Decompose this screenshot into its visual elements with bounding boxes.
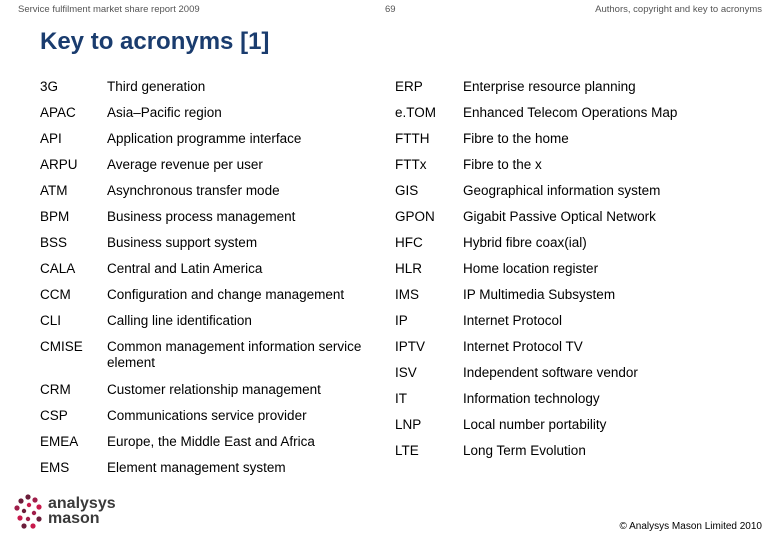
acronym-expansion: Independent software vendor — [463, 365, 638, 380]
acronym-expansion: Third generation — [107, 79, 206, 94]
acronym-abbreviation: CLI — [40, 313, 62, 328]
acronym-expansion: Internet Protocol — [463, 313, 563, 328]
acronym-expansion: Europe, the Middle East and Africa — [107, 434, 315, 449]
acronym-expansion: Fibre to the home — [463, 131, 569, 146]
acronym-abbreviation: CRM — [40, 382, 71, 397]
acronym-abbreviation: 3G — [40, 79, 59, 94]
acronym-expansion: Fibre to the x — [463, 157, 542, 172]
acronym-expansion: Long Term Evolution — [463, 443, 586, 458]
acronym-abbreviation: ATM — [40, 183, 68, 198]
acronym-abbreviation: LTE — [395, 443, 419, 458]
acronym-abbreviation: HFC — [395, 235, 423, 250]
page-title: Key to acronyms [1] — [40, 28, 270, 55]
logo-line-2: mason — [48, 510, 100, 527]
acronym-abbreviation: IPTV — [395, 339, 426, 354]
acronym-abbreviation: BSS — [40, 235, 68, 250]
acronym-expansion: Hybrid fibre coax(ial) — [463, 235, 587, 250]
acronym-expansion: Common management information service element — [107, 339, 362, 370]
page-number: 69 — [385, 4, 396, 15]
analysys-mason-logo-icon — [12, 493, 44, 533]
acronym-expansion: Asia–Pacific region — [107, 105, 222, 120]
acronym-abbreviation: FTTx — [395, 157, 427, 172]
acronym-abbreviation: IMS — [395, 287, 420, 302]
acronym-abbreviation: GPON — [395, 209, 435, 224]
acronym-abbreviation: IP — [395, 313, 408, 328]
acronym-abbreviation: EMS — [40, 460, 70, 475]
acronym-expansion: Internet Protocol TV — [463, 339, 583, 354]
acronym-expansion: Application programme interface — [107, 131, 302, 146]
acronym-expansion: Enterprise resource planning — [463, 79, 636, 94]
acronym-expansion: Configuration and change management — [107, 287, 345, 302]
acronym-expansion: Geographical information system — [463, 183, 661, 198]
acronym-abbreviation: CSP — [40, 408, 68, 423]
acronym-expansion: Asynchronous transfer mode — [107, 183, 280, 198]
acronym-expansion: Gigabit Passive Optical Network — [463, 209, 656, 224]
acronym-abbreviation: CMISE — [40, 339, 83, 354]
acronym-abbreviation: API — [40, 131, 62, 146]
acronym-abbreviation: e.TOM — [395, 105, 437, 120]
acronym-expansion: Calling line identification — [107, 313, 252, 328]
acronym-abbreviation: LNP — [395, 417, 422, 432]
acronym-abbreviation: ISV — [395, 365, 417, 380]
acronym-expansion: IP Multimedia Subsystem — [463, 287, 616, 302]
acronym-abbreviation: CCM — [40, 287, 71, 302]
acronym-expansion: Home location register — [463, 261, 599, 276]
logo-line-1: analysys — [48, 495, 116, 512]
acronym-expansion: Average revenue per user — [107, 157, 263, 172]
acronym-expansion: Business support system — [107, 235, 258, 250]
acronym-expansion: Enhanced Telecom Operations Map — [463, 105, 678, 120]
acronym-expansion: Information technology — [463, 391, 600, 406]
header-section-title: Authors, copyright and key to acronyms — [595, 4, 762, 15]
acronym-abbreviation: ARPU — [40, 157, 78, 172]
acronym-expansion: Business process management — [107, 209, 296, 224]
header-report-title: Service fulfilment market share report 2009 — [18, 4, 200, 15]
acronym-abbreviation: IT — [395, 391, 407, 406]
analysys-mason-logo-text — [48, 496, 116, 526]
acronym-expansion: Customer relationship management — [107, 382, 321, 397]
acronym-expansion: Communications service provider — [107, 408, 307, 423]
acronym-abbreviation: ERP — [395, 79, 423, 94]
acronym-abbreviation: FTTH — [395, 131, 430, 146]
acronym-abbreviation: HLR — [395, 261, 423, 276]
acronym-abbreviation: BPM — [40, 209, 70, 224]
acronym-expansion: Element management system — [107, 460, 286, 475]
acronym-abbreviation: APAC — [40, 105, 76, 120]
acronym-abbreviation: GIS — [395, 183, 419, 198]
copyright-notice: © Analysys Mason Limited 2010 — [619, 521, 762, 532]
acronym-abbreviation: CALA — [40, 261, 76, 276]
acronym-abbreviation: EMEA — [40, 434, 79, 449]
acronym-expansion: Central and Latin America — [107, 261, 263, 276]
acronym-expansion: Local number portability — [463, 417, 607, 432]
